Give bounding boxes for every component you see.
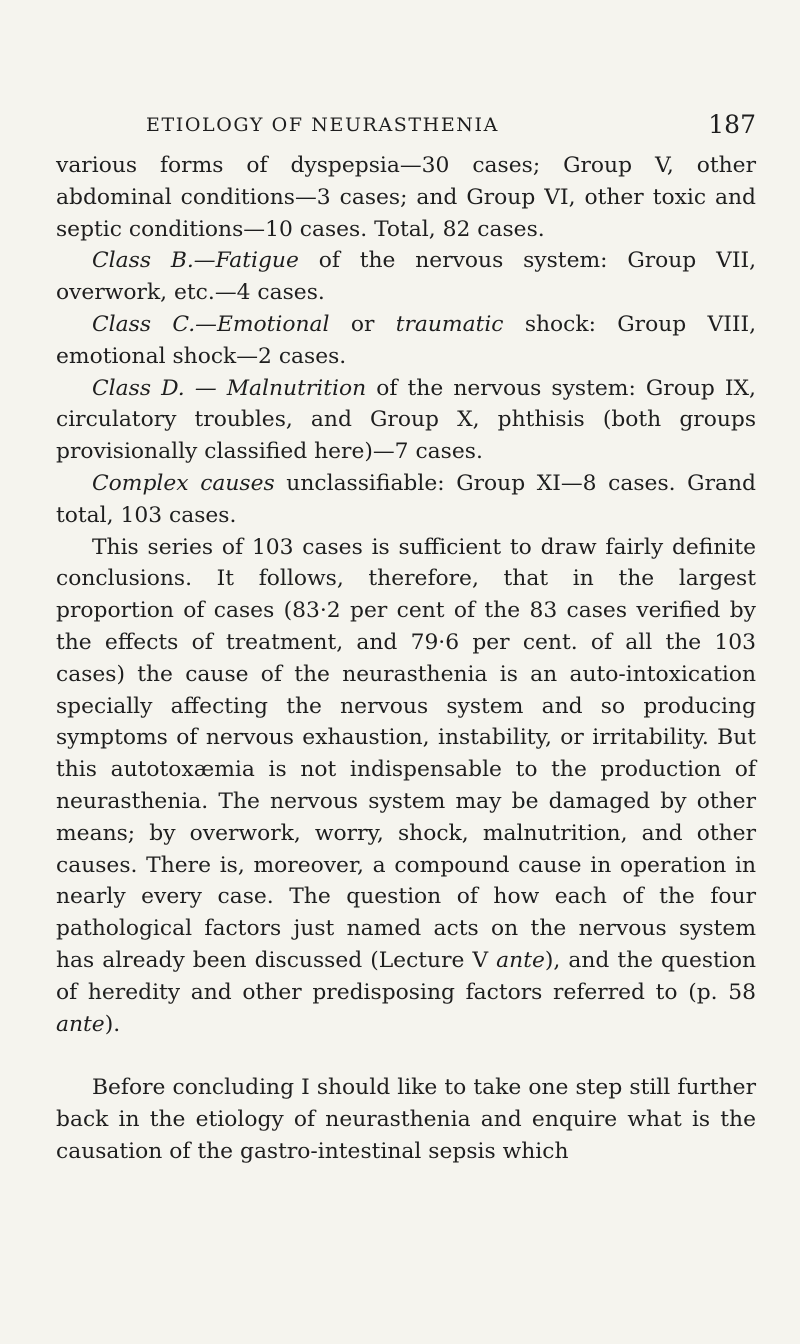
conclusions-text-1: This series of 103 cases is sufficient to draw fairly definite conclusions. It follows, therefore, that in the largest proportion of cases (83·2 per cent of the 83 cases verified by the effects of treatment, and 79·6 per cent. of all the 103 cases) the cause of the neurasthenia is an auto-intoxication specially affecting the nervous system and so producing symptoms of nervous exhaustion, instability, or irritability. But this autotoxæmia is not indispensable to the production of neurasthenia. The nervous system may be damaged by other means; by overwork, worry, shock, malnutrition, and other causes. There is, moreover, a compound cause in operation in nearly every case. The question of how each of the four pathological factors just named acts on the nervous system has already been discussed (Lecture V (56, 534, 756, 973)
running-head (146, 110, 756, 139)
complex-causes-label: Complex causes (92, 470, 275, 496)
class-c-label: Class C.—Emotional (92, 311, 330, 337)
paragraph-conclusions (56, 532, 756, 1041)
class-c-connector: or (329, 311, 396, 337)
conclusions-text-2: ), and the question of heredity and other predisposing factors referred to (p. 58 (56, 947, 756, 1005)
ante-italic-1: ante (496, 947, 545, 973)
conclusions-text-3: ). (104, 1011, 121, 1037)
class-d-label: Class D. — Malnutrition (92, 375, 367, 401)
paragraph-before-concluding: Before concluding I should like to take one step still further back in the etiology of neurasthenia and enquire what is the causation of the gastro-intestinal sepsis which (56, 1075, 756, 1164)
complex-causes-text: unclassifiable: Group XI—8 cases. Grand total, 103 cases. (56, 470, 756, 528)
paragraph-class-d (56, 373, 756, 468)
class-b-label: Class B.—Fatigue (92, 248, 299, 274)
running-head-title: ETIOLOGY OF NEURASTHENIA (146, 114, 499, 136)
class-c-label-traumatic: traumatic (395, 311, 504, 337)
paragraph-complex-causes (56, 468, 756, 532)
paragraph-1: various forms of dyspepsia—30 cases; Group V, other abdominal conditions—3 cases; and Group VI, other toxic and septic conditions—10 cases. Total, 82 cases. (56, 153, 756, 242)
page-number: 187 (708, 110, 756, 139)
ante-italic-2: ante (56, 1011, 105, 1037)
class-b-text: of the nervous system: Group VII, overwork, etc.—4 cases. (56, 248, 756, 306)
paragraph-class-b (56, 245, 756, 309)
class-d-text: of the nervous system: Group IX, circulatory troubles, and Group X, phthisis (both groups provisionally classified here)—7 cases. (56, 375, 756, 465)
paragraph-class-c (56, 309, 756, 373)
body-text (56, 150, 756, 1168)
class-c-text: shock: Group VIII, emotional shock—2 cases. (56, 311, 756, 369)
